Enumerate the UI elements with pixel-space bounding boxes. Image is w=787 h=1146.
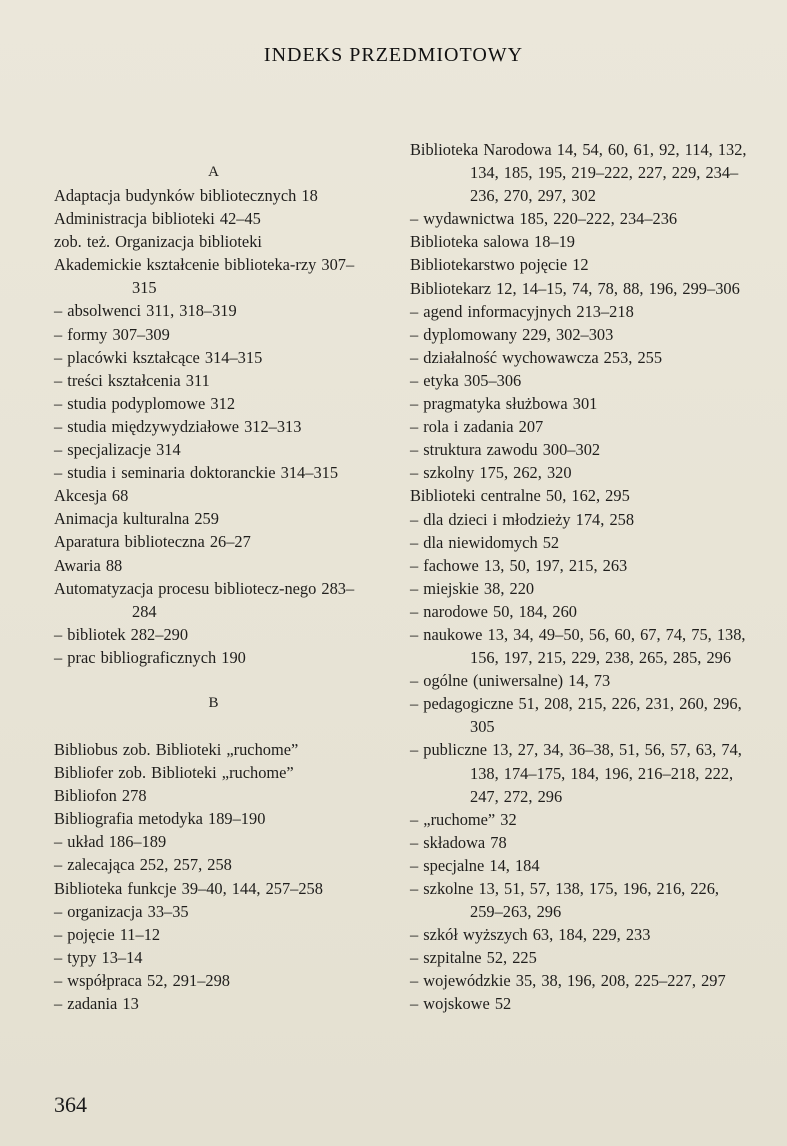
index-entry: Awaria 88 [54, 555, 123, 575]
index-entry: – szkolny 175, 262, 320 [410, 463, 572, 483]
index-entry: – naukowe 13, 34, 49–50, 56, 60, 67, 74, 75, 138, 156, 197, 215, 229, 238, 265, 285, 296 [410, 624, 751, 668]
index-entry: – zadania 13 [54, 994, 139, 1013]
index-entry: – bibliotek 282–290 [54, 624, 189, 644]
section-spacer [54, 138, 374, 161]
section-letter: A [208, 164, 220, 180]
index-entry: Biblioteka salowa 18–19 [410, 232, 575, 252]
index-entry: – rola i zadania 207 [410, 417, 544, 437]
index-entry: – prac bibliograficznych 190 [54, 647, 246, 667]
right-column [410, 138, 755, 1016]
index-entry: – dla dzieci i młodzieży 174, 258 [410, 509, 635, 529]
index-entry: – działalność wychowawcza 253, 255 [410, 347, 663, 367]
section-spacer [54, 669, 374, 692]
index-entry: – specjalne 14, 184 [410, 855, 540, 875]
index-entry: – wojewódzkie 35, 38, 196, 208, 225–227, 297 [410, 971, 726, 991]
index-entry: Bibliofer zob. Biblioteki „ruchome” [54, 763, 294, 783]
index-entry: Akademickie kształcenie biblioteka-rzy 307–315 [54, 255, 355, 298]
index-entry: – absolwenci 311, 318–319 [54, 301, 237, 321]
index-entry: – układ 186–189 [54, 832, 167, 852]
section-letter: B [208, 694, 220, 711]
index-entry: – fachowe 13, 50, 197, 215, 263 [410, 555, 628, 575]
index-entry: – placówki kształcące 314–315 [54, 347, 263, 367]
index-entry: – pojęcie 11–12 [54, 924, 161, 944]
index-entry: – pedagogiczne 51, 208, 215, 226, 231, 260, 296, 305 [410, 694, 747, 737]
index-entry: Automatyzacja procesu bibliotecz-nego 283–284 [54, 578, 355, 621]
index-entry: – etyka 305–306 [410, 370, 522, 390]
index-entry: – szkolne 13, 51, 57, 138, 175, 196, 216, 226, 259–263, 296 [410, 879, 725, 922]
index-entry: – dla niewidomych 52 [410, 532, 560, 552]
index-entry: Biblioteka Narodowa 14, 54, 60, 61, 92, 114, 132, 134, 185, 195, 219–222, 227, 229, 234–236, 270, 297, 302 [410, 140, 752, 206]
index-entry: – szpitalne 52, 225 [410, 948, 537, 968]
index-entry: – współpraca 52, 291–298 [54, 970, 230, 990]
index-entry: – „ruchome” 32 [410, 809, 517, 829]
page-number: 364 [54, 1092, 87, 1117]
index-entry: – ogólne (uniwersalne) 14, 73 [410, 671, 611, 691]
index-entry: – specjalizacje 314 [54, 440, 181, 460]
page-title: INDEKS PRZEDMIOTOWY [263, 44, 524, 66]
left-column [54, 138, 374, 1015]
index-entry: – szkół wyższych 63, 184, 229, 233 [410, 925, 651, 945]
index-entry: – studia międzywydziałowe 312–313 [54, 416, 302, 436]
index-entry: – zalecająca 252, 257, 258 [54, 855, 232, 875]
index-entry: Administracja biblioteki 42–45 [54, 209, 261, 229]
index-entry: Bibliotekarstwo pojęcie 12 [410, 255, 589, 275]
index-entry: – miejskie 38, 220 [410, 578, 535, 598]
index-entry: Bibliofon 278 [54, 786, 147, 806]
index-entry: Biblioteki centralne 50, 162, 295 [410, 486, 630, 506]
index-entry: Aparatura biblioteczna 26–27 [54, 532, 251, 552]
index-entry: – wojskowe 52 [410, 994, 512, 1014]
index-entry: – dyplomowany 229, 302–303 [410, 324, 614, 344]
index-entry: – organizacja 33–35 [54, 901, 189, 921]
index-entry: – studia podyplomowe 312 [54, 393, 236, 413]
index-entry: Animacja kulturalna 259 [54, 509, 219, 529]
index-entry: – struktura zawodu 300–302 [410, 440, 601, 460]
index-entry: Akcesja 68 [54, 486, 129, 506]
index-entry: – narodowe 50, 184, 260 [410, 601, 577, 621]
index-entry: – wydawnictwa 185, 220–222, 234–236 [410, 209, 678, 229]
index-entry: – pragmatyka służbowa 301 [410, 394, 598, 414]
index-entry: – typy 13–14 [54, 947, 143, 967]
index-entry: – studia i seminaria doktoranckie 314–315 [54, 463, 339, 483]
section-spacer [54, 715, 374, 738]
index-entry: Bibliotekarz 12, 14–15, 74, 78, 88, 196, 299–306 [410, 278, 740, 298]
index-entry: – publiczne 13, 27, 34, 36–38, 51, 56, 57, 63, 74, 138, 174–175, 184, 196, 216–218, 222, 247, 272, 296 [410, 740, 747, 806]
index-entry: – formy 307–309 [54, 324, 170, 344]
index-entry: – agend informacyjnych 213–218 [410, 301, 634, 321]
index-entry: Adaptacja budynków bibliotecznych 18 [54, 186, 318, 205]
index-entry: Bibliobus zob. Biblioteki „ruchome” [54, 739, 299, 759]
index-entry: – treści kształcenia 311 [54, 370, 210, 390]
index-entry: Biblioteka funkcje 39–40, 144, 257–258 [54, 878, 323, 898]
index-entry: – składowa 78 [410, 832, 507, 852]
index-entry: Bibliografia metodyka 189–190 [54, 809, 266, 829]
index-entry: zob. też. Organizacja biblioteki [54, 232, 262, 252]
